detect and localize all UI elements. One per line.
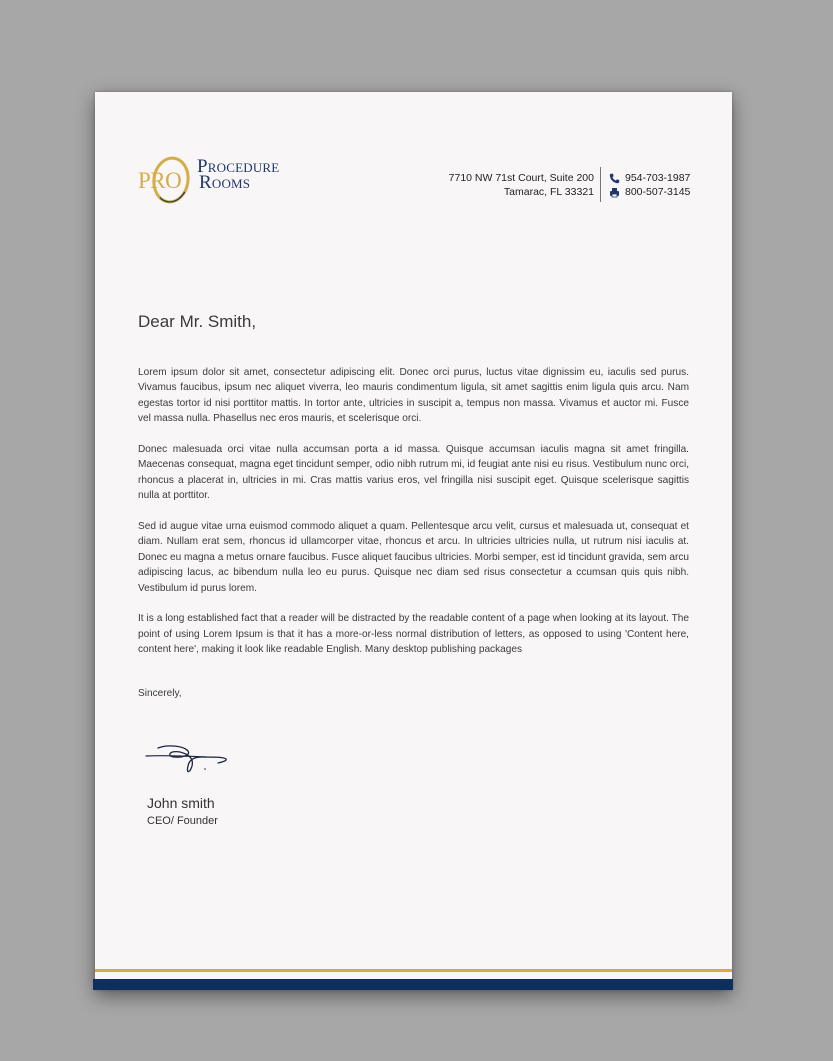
fax-icon	[609, 187, 620, 198]
logo-mark-text: PRO	[138, 168, 182, 193]
fax-number: 800-507-3145	[625, 186, 691, 198]
paragraph: It is a long established fact that a reader will be distracted by the readable content of a page when looking at its layout. The point of using Lorem Ipsum is that it has a more-or-less normal distribution of letters, as opposed to using 'Content here, content here', making it look like readable English. Many desktop publishing packages	[138, 613, 689, 656]
footer-navy-stripe	[93, 979, 733, 990]
logo-mark-icon	[137, 155, 199, 210]
phone-row	[609, 171, 690, 185]
company-logo	[137, 155, 307, 210]
letterhead-page	[95, 92, 732, 990]
address-line1: 7710 NW 71st Court, Suite 200	[448, 172, 594, 184]
address-line2: Tamarac, FL 33321	[503, 186, 594, 198]
signer-name: John smith	[147, 795, 215, 811]
phone-icon	[609, 173, 620, 184]
paragraph: Sed id augue vitae urna euismod commodo aliquet a quam. Pellentesque arcu velit, cursus et malesuada ut, consequat et diam. Nullam erat sem, rhoncus id ullamcorper vitae, rhoncus et arcu. In ultricies ultricies nulla, ut rutrum nisi iaculis at. Donec eu magna a metus ornare faucibus. Fusce aliquet faucibus ultricies. Morbi semper, est id tincidunt gravida, sem arcu adipiscing lacus, ac bibendum nulla leo eu purus. Quisque nec diam sed risus consectetur a ccumsan quis quis nibh. Vestibulum id purus lorem.	[138, 521, 689, 594]
logo-line2: Rooms	[199, 172, 251, 193]
paragraph: Lorem ipsum dolor sit amet, consectetur adipiscing elit. Donec orci purus, luctus vitae dignissim eu, iaculis sed purus. Vivamus faucibus, ipsum nec aliquet viverra, leo mauris condimentum ligula, sit amet sagittis enim ligula quis arcu. Nam egestas tortor id nisi porttitor mattis. In tortor ante, ultricies in suscipit a, tempus non massa. Vivamus et auctor mi. Fusce vel massa nulla. Phasellus nec eros mauris, et scelerisque orci.	[138, 367, 689, 425]
signature-image	[144, 742, 232, 784]
letter-closing: Sincerely,	[138, 688, 182, 699]
contact-info	[609, 171, 690, 199]
letter-body	[138, 365, 689, 673]
signer-title: CEO/ Founder	[147, 815, 218, 827]
company-address	[449, 171, 594, 199]
logo-wordmark	[197, 156, 280, 193]
footer-gold-stripe	[95, 969, 732, 972]
phone-number: 954-703-1987	[625, 172, 691, 184]
paragraph: Donec malesuada orci vitae nulla accumsan porta a id massa. Quisque accumsan iaculis magna sit amet fringilla. Maecenas consequat, magna eget tincidunt semper, odio nibh rutrum mi, id feugiat ante nisi eu risus. Vestibulum nunc orci, rhoncus a placerat in, ultricies in mi. Cras mattis varius eros, vel fringilla nisi suscipit eget. Quisque scelerisque sagittis nulla at porttitor.	[138, 444, 689, 502]
logo-line1: Procedure	[197, 156, 280, 177]
fax-row	[609, 185, 690, 199]
header-divider	[600, 167, 601, 202]
letter-greeting: Dear Mr. Smith,	[138, 312, 257, 331]
